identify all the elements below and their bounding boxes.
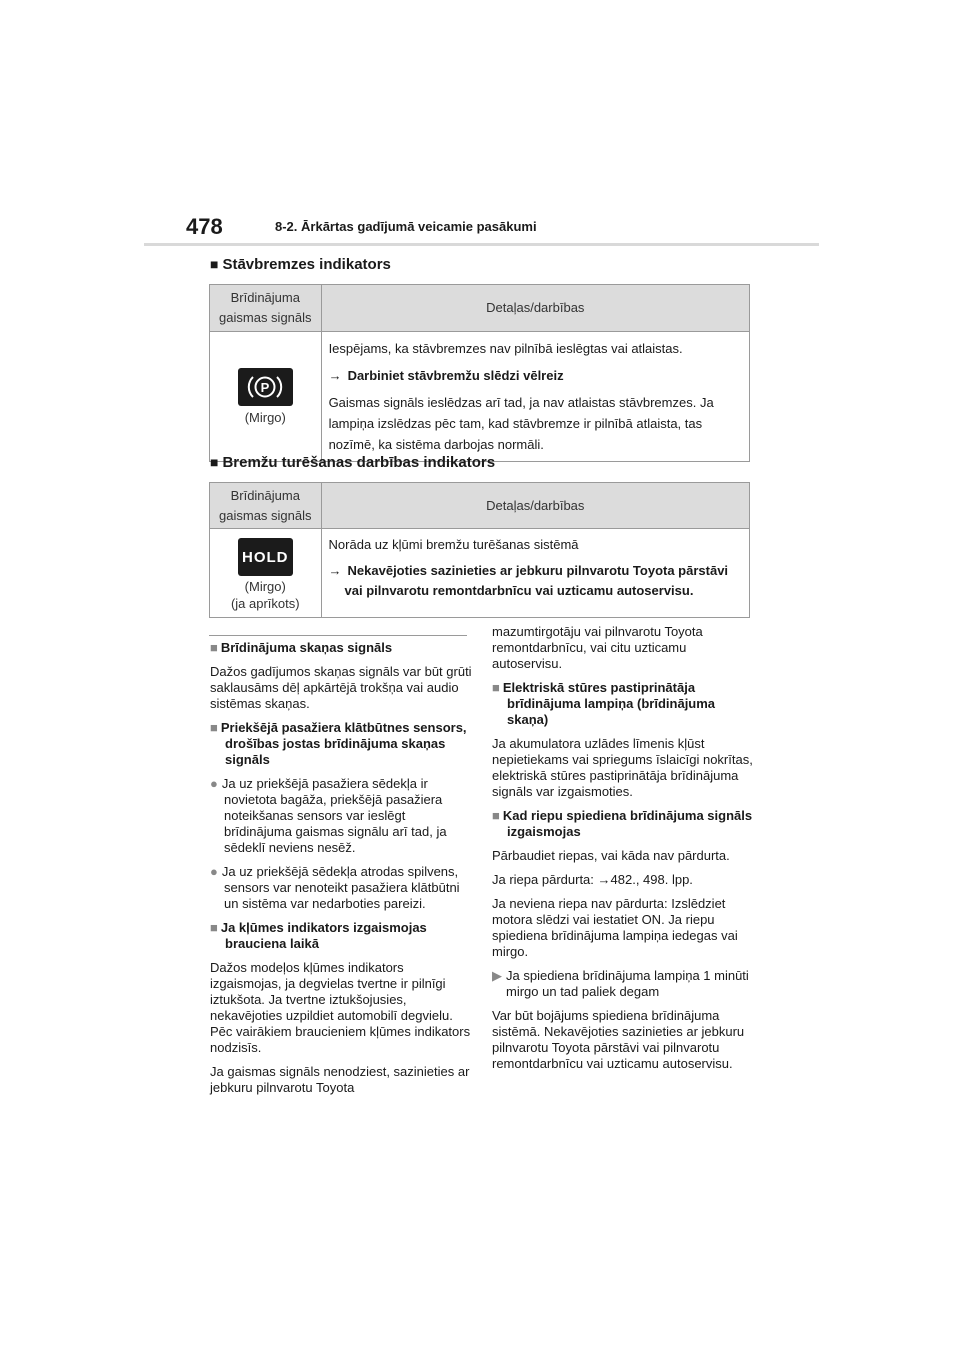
parking-brake-details [321,332,749,462]
square-bullet-icon: ■ [492,680,500,695]
circle-bullet-icon: ● [210,776,218,791]
detail-text: Iespējams, ka stāvbremzes nav pilnībā ieslēgtas vai atlaistas. [328,341,683,356]
square-bullet-icon: ■ [210,454,219,470]
table-header-light: Brīdinājuma gaismas signāls [210,483,322,529]
subheading: ■ Kad riepu spiediena brīdinājuma signāls izgaismojas [492,808,753,839]
arrow-icon: → [597,872,611,887]
square-bullet-icon: ■ [210,720,218,735]
circle-bullet-icon: ● [210,864,218,879]
icon-caption: (Mirgo) [244,410,286,425]
bullet-item: ● Ja uz priekšējā sēdekļa atrodas spilvens, sensors var nenoteikt pasažiera klātbūtni un sistēma var nedarboties pareizi. [210,864,460,911]
paragraph: Ja gaismas signāls nenodziest, sazinieties ar jebkuru pilnvarotu Toyota [210,1064,470,1095]
brake-hold-details [321,529,749,618]
paragraph: Dažos modeļos kļūmes indikators izgaismojas, ja degvielas tvertne ir pilnīgi iztukšota. Ja tvertne iztukšojusies, nekavējoties uzpildiet automobilī degvielu. Pēc vairākiem braucieniem kļūmes indikators nodzisīs. [210,960,471,1055]
page-number: 478 [186,214,223,239]
subheading: ■ Brīdinājuma skaņas signāls [210,640,393,655]
icon-caption: (Mirgo) (ja aprīkots) [230,579,300,611]
table-header-details: Detaļas/darbības [321,285,749,332]
square-bullet-icon: ■ [210,256,219,272]
subheading: ■ Ja kļūmes indikators izgaismojas brauciena laikā [210,920,427,951]
bullet-item: ● Ja uz priekšējā pasažiera sēdekļa ir novietota bagāža, priekšējā pasažiera noteikšanas sensors var ieslēgt brīdinājuma gaismas signālu arī tad, ja sēdeklī neviens nesēž. [210,776,447,855]
paragraph: Var būt bojājums spiediena brīdinājuma sistēmā. Nekavējoties sazinieties ar jebkuru pilnvarotu Toyota pārstāvi vai pilnvarotu remontdarbnīcu vai uzticamu autoservisu. [492,1008,745,1071]
brake-hold-heading [210,454,495,471]
column-divider [209,635,467,636]
arrow-icon: → [328,368,342,383]
header-divider [144,243,819,246]
table-header-details: Detaļas/darbības [321,483,749,529]
subheading: ■ Elektriskā stūres pastiprinātāja brīdinājuma lampiņa (brīdinājuma skaņa) [492,680,716,727]
paragraph: Ja akumulatora uzlādes līmenis kļūst nepietiekams vai spriegums īslaicīgi nokrītas, elektriskā stūres pastiprinātāja brīdinājuma signāls var izgaismoties. [492,736,753,799]
triangle-item: ▶ Ja spiediena brīdinājuma lampiņa 1 minūti mirgo un tad paliek degam [492,968,749,999]
svg-text:P: P [260,380,270,395]
parking-brake-light-cell [210,332,322,462]
paragraph: Ja riepa pārdurta: →482., 498. lpp. [492,872,693,887]
brake-hold-light-cell [210,529,322,618]
triangle-bullet-icon: ▶ [492,968,502,983]
action-line: → Darbiniet stāvbremžu slēdzi vēlreiz [328,368,564,383]
left-column [210,640,472,1104]
brake-hold-table [209,482,750,618]
hold-icon: HOLD [238,538,293,576]
square-bullet-icon: ■ [210,640,218,655]
parking-brake-heading [210,256,391,273]
arrow-icon: → [328,563,342,578]
table-header-light: Brīdinājuma gaismas signāls [210,285,322,332]
square-bullet-icon: ■ [492,808,500,823]
right-column [492,624,754,1080]
brake-hold-title: Bremžu turēšanas darbības indikators [222,454,496,471]
detail-text: Norāda uz kļūmi bremžu turēšanas sistēmā [328,537,579,552]
parking-brake-icon [238,368,293,406]
square-bullet-icon: ■ [210,920,218,935]
paragraph: mazumtirgotāju vai pilnvarotu Toyota remontdarbnīcu, vai citu uzticamu autoservisu. [492,624,703,671]
detail-text: Gaismas signāls ieslēdzas arī tad, ja nav atlaistas stāvbremzes. Ja lampiņa izslēdzas pēc tam, kad stāvbremze ir pilnībā atlaista, tas nozīmē, ka sistēma darbojas normāli. [328,395,714,452]
paragraph: Pārbaudiet riepas, vai kāda nav pārdurta. [492,848,730,863]
paragraph: Ja neviena riepa nav pārdurta: Izslēdziet motora slēdzi vai iestatiet ON. Ja riepu spiediena brīdinājuma lampiņa iedegas vai mirgo. [492,896,738,959]
parking-brake-title: Stāvbremzes indikators [222,256,391,273]
paragraph: Dažos gadījumos skaņas signāls var būt grūti saklausāms dēļ apkārtējā trokšņa vai audio sistēmas skaņas. [210,664,472,711]
parking-brake-table [209,284,750,462]
action-line: → Nekavējoties sazinieties ar jebkuru pilnvarotu Toyota pārstāvi vai pilnvarotu remontdarbnīcu vai uzticamu autoservisu. [328,563,729,598]
section-title: 8-2. Ārkārtas gadījumā veicamie pasākumi [275,219,537,234]
subheading: ■ Priekšējā pasažiera klātbūtnes sensors, drošības jostas brīdinājuma skaņas signāls [210,720,467,767]
